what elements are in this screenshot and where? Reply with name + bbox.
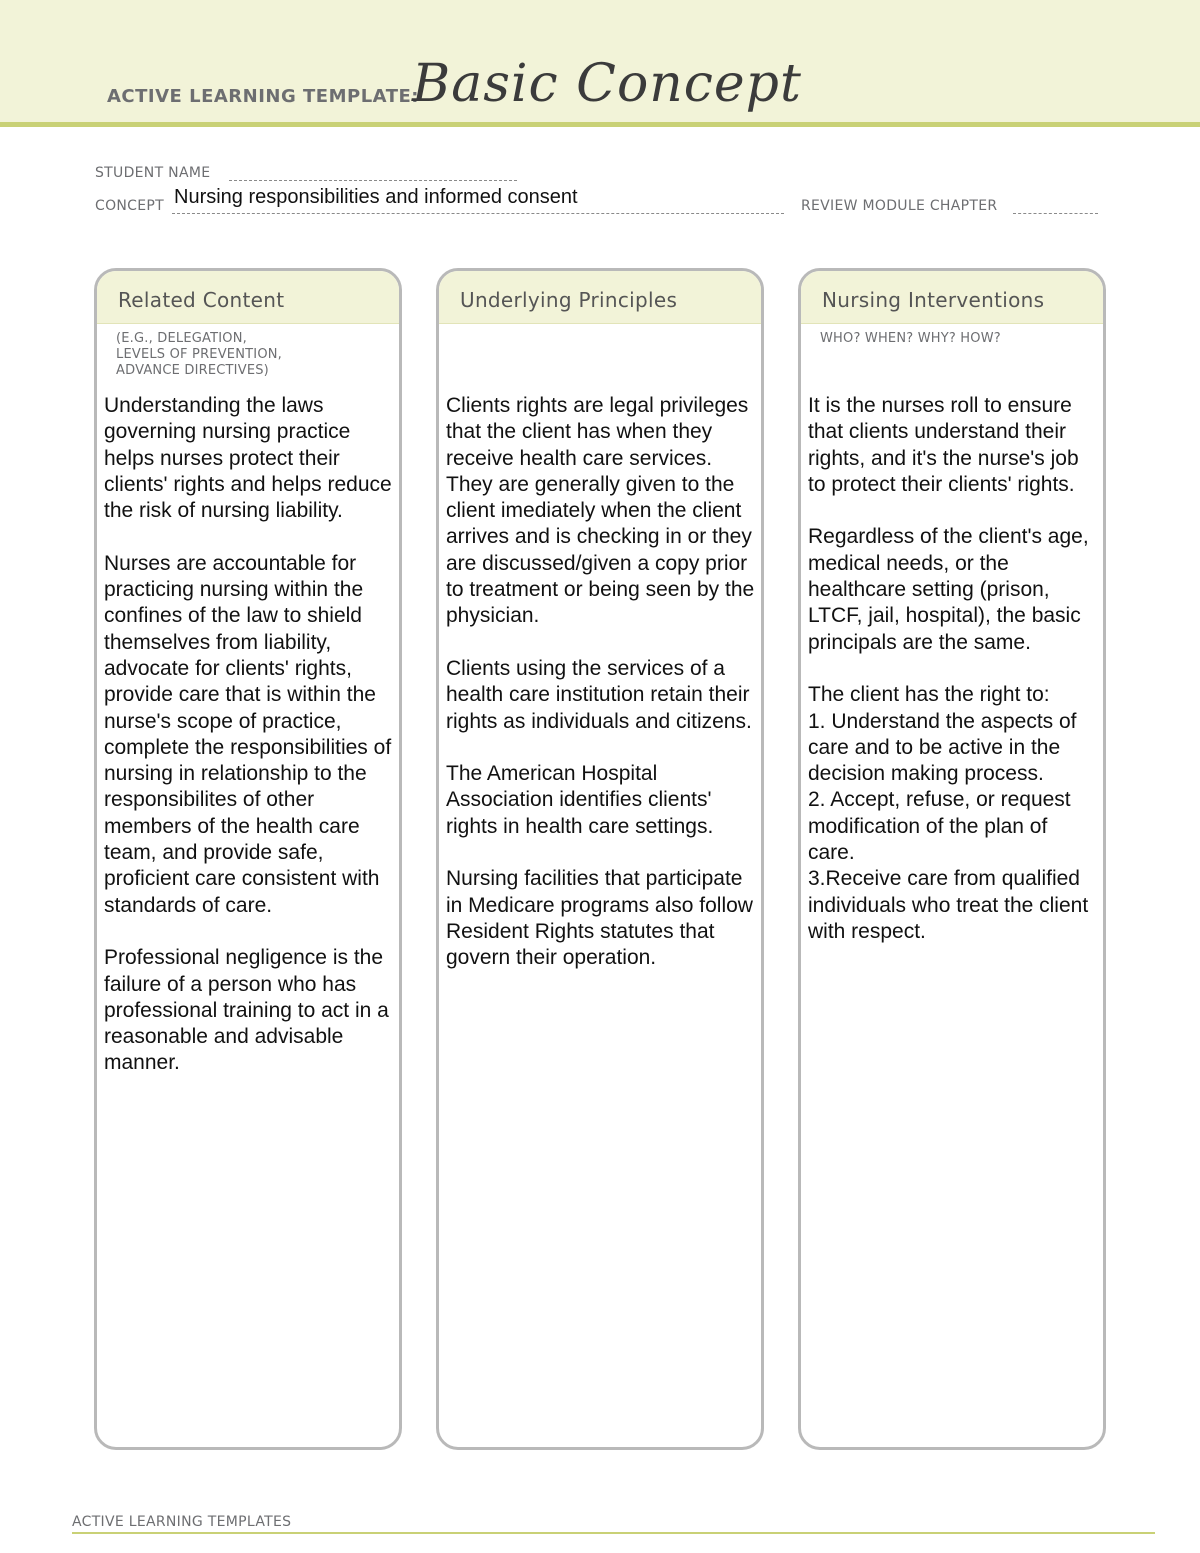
rights-list-item: 1. Understand the aspects of care and to be active in the decision making process. xyxy=(808,709,1077,786)
nursing-interventions-paragraph: It is the nurses roll to ensure that clients understand their rights, and it's the nurse's job to protect their clients' rights. xyxy=(808,394,1079,496)
underlying-principles-title: Underlying Principles xyxy=(460,288,678,312)
underlying-principles-paragraph: The American Hospital Association identifies clients' rights in health care settings. xyxy=(446,762,714,838)
underlying-principles-paragraph: Clients rights are legal privileges that the client has when they receive health care services. They are generally given to the client imediately when the client arrives and is checking in or they are discussed/given a copy prior to treatment or being seen by the physician. xyxy=(446,394,755,628)
nursing-interventions-paragraph: Regardless of the client's age, medical needs, or the healthcare setting (prison, LTCF, jail, hospital), the basic principals are the same. xyxy=(808,525,1089,654)
header-rule xyxy=(0,122,1200,127)
concept-field[interactable] xyxy=(172,213,784,214)
student-name-label: STUDENT NAME xyxy=(95,165,211,181)
underlying-principles-card xyxy=(436,268,764,1450)
student-name-field[interactable] xyxy=(229,180,517,181)
review-module-label: REVIEW MODULE CHAPTER xyxy=(801,198,998,214)
underlying-principles-paragraph: Clients using the services of a health care institution retain their rights as individuals and citizens. xyxy=(446,656,752,733)
underlying-principles-paragraph: Nursing facilities that participate in Medicare programs also follow Resident Rights statutes that govern their operation. xyxy=(446,867,753,970)
related-content-paragraph: Understanding the laws governing nursing practice helps nurses protect their clients' rights and helps reduce the risk of nursing liability. xyxy=(104,394,392,523)
concept-value: Nursing responsibilities and informed consent xyxy=(174,186,578,208)
nursing-interventions-title: Nursing Interventions xyxy=(822,288,1045,312)
related-content-paragraph: Professional negligence is the failure of a person who has professional training to act in a reasonable and advisable manner. xyxy=(104,946,389,1075)
underlying-principles-body[interactable] xyxy=(446,393,756,998)
rights-list-item: 3.Receive care from qualified individuals who treat the client with respect. xyxy=(808,867,1089,943)
related-content-card xyxy=(94,268,402,1450)
nursing-interventions-card xyxy=(798,268,1106,1450)
nursing-interventions-header xyxy=(801,271,1103,324)
nursing-interventions-subtitle: WHO? WHEN? WHY? HOW? xyxy=(820,331,1001,346)
review-module-field[interactable] xyxy=(1013,213,1098,214)
footer-label: ACTIVE LEARNING TEMPLATES xyxy=(72,1514,292,1530)
nursing-interventions-body[interactable] xyxy=(808,393,1098,945)
footer-rule xyxy=(72,1532,1155,1534)
related-content-subtitle: (E.G., DELEGATION, LEVELS OF PREVENTION, ADVANCE DIRECTIVES) xyxy=(116,331,283,378)
related-content-body[interactable] xyxy=(104,393,394,1103)
related-content-header xyxy=(97,271,399,324)
template-label: ACTIVE LEARNING TEMPLATE: xyxy=(107,86,419,107)
template-title: Basic Concept xyxy=(412,54,802,114)
rights-list-intro: The client has the right to: xyxy=(808,683,1050,707)
concept-label: CONCEPT xyxy=(95,198,164,214)
rights-list-item: 2. Accept, refuse, or request modification of the plan of care. xyxy=(808,788,1071,865)
related-content-title: Related Content xyxy=(118,288,285,312)
underlying-principles-header xyxy=(439,271,761,324)
related-content-paragraph: Nurses are accountable for practicing nursing within the confines of the law to shield themselves from liability, advocate for clients' rights, provide care that is within the nurse's scope of practice, complete the responsibilities of nursing in relationship to the responsibilites of other members of the health care team, and provide safe, proficient care consistent with standards of care. xyxy=(104,551,392,917)
